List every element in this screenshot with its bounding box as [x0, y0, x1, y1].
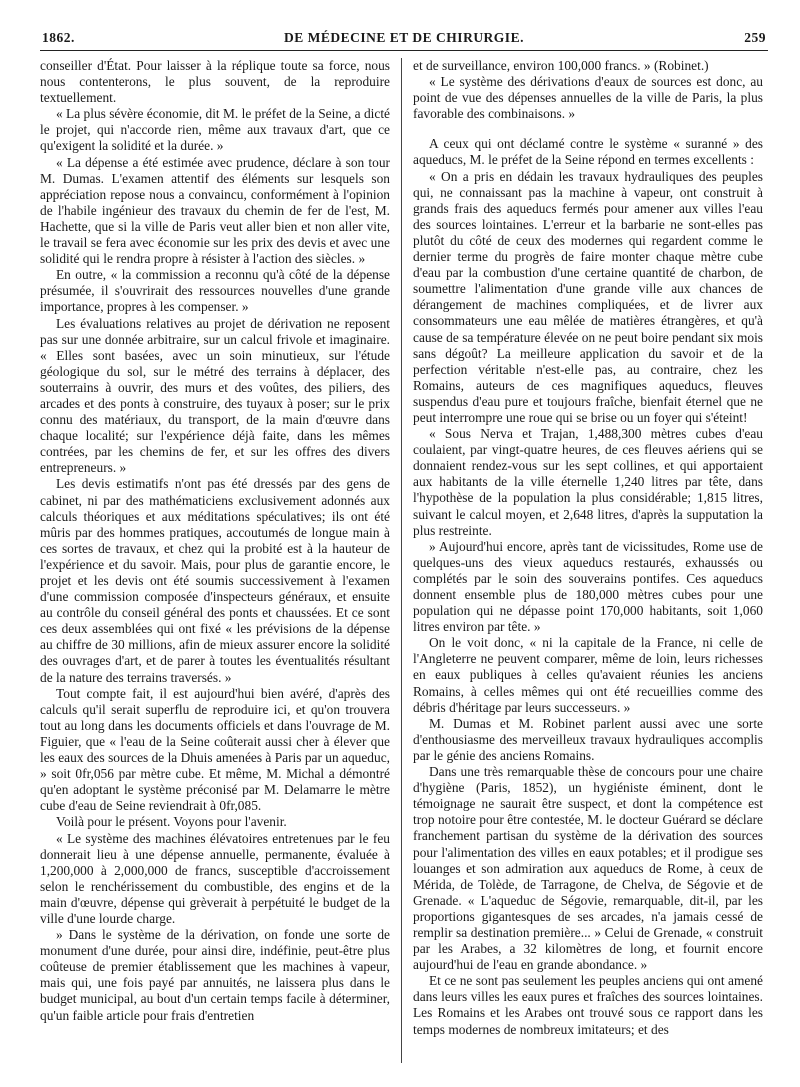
paragraph: M. Dumas et M. Robinet parlent aussi avec une sorte d'enthousiasme des merveilleux travaux hydrauliques accomplis par le génie des anciens Romains. [413, 715, 763, 763]
paragraph: Et ce ne sont pas seulement les peuples anciens qui ont amené dans leurs villes les eaux pures et fraîches des sources lointaines. Les Romains et les Arabes ont trouvé sous ce rapport dans les temps modernes de nombreux imitateurs; et des [413, 973, 763, 1037]
paragraph: « On a pris en dédain les travaux hydrauliques des peuples qui, ne connaissant pas la machine à vapeur, ont construit à grands frais des aqueducs fermés pour amener aux villes l'eau des sources lointaines. L'erreur et la barbarie ne sont-elles pas plutôt du côté de ceux des modernes qui regardent comme le dernier terme du progrès de faire monter chaque mètre cube d'eau par la combustion d'une certaine quantité de charbon, de soumettre l'alimentation d'une grande ville aux chances de dérangement de machines compliquées, et de livrer aux consommateurs une eau mêlée de matières étrangères, et qu'à cause de sa température élevée on ne peut boire pendant six mois sans dégoût? La meilleure application du savoir et de la perfection véritable n'est-elle pas, au contraire, chez les Romains, auteurs de ces magnifiques aqueducs, fleuves suspendus d'eau pure et toujours fraîche, bienfait éternel que ne peut interrompre une roue qui se brise ou un foyer qui s'éteint! [413, 168, 763, 425]
paragraph: « La plus sévère économie, dit M. le préfet de la Seine, a dicté le projet, qui n'accorde rien, même aux travaux d'art, que ce qu'exigent la solidité et la durée. » [40, 106, 390, 154]
running-title: DE MÉDECINE ET DE CHIRURGIE. [284, 30, 524, 45]
paragraph: et de surveillance, environ 100,000 francs. » (Robinet.) [413, 58, 709, 73]
page-number: 259 [744, 30, 766, 45]
paragraph: Tout compte fait, il est aujourd'hui bien avéré, d'après des calculs qu'il serait superflu de reproduire ici, et qu'on trouvera tout au long dans les documents officiels et dans l'ouvrage de M. Figuier, que « l'eau de la Seine coûterait aussi cher à élever que les eaux des sources de la Dhuis amenées à Paris par un aqueduc, » soit 0fr,056 par mètre cube. Et même, M. Michal a démontré qu'en adoptant le système préconisé par M. Delamarre le mètre cube d'eau de Seine reviendrait à 0fr,085. [40, 685, 390, 814]
paragraph: Voilà pour le présent. Voyons pour l'avenir. [56, 814, 287, 830]
paragraph: A ceux qui ont déclamé contre le système « suranné » des aqueducs, M. le préfet de la Seine répond en termes excellents : [413, 136, 763, 168]
paragraph: On le voit donc, « ni la capitale de la France, ni celle de l'Angleterre ne peuvent comparer, même de loin, leurs richesses en eaux publiques à celles qu'avaient réunies les anciens Romains, à celles mêmes qui ont été recueillies comme des débris d'héritage par leurs successeurs. » [413, 635, 763, 715]
paragraph: » Dans le système de la dérivation, on fonde une sorte de monument d'une durée, pour ainsi dire, indéfinie, peut-être plus coûteuse de premier établissement que les machines à vapeur, mais qui, une fois payé par annuités, ne laissera plus dans le budget municipal, au bout d'un certain temps facile à déterminer, qu'un faible article pour frais d'entretien [40, 927, 390, 1023]
text-columns [40, 58, 768, 1068]
paragraph: Les évaluations relatives au projet de dérivation ne reposent pas sur une donnée arbitraire, sur un calcul frivole et imaginaire. « Elles sont basées, avec un soin minutieux, sur l'étude géologique du sol, sur le métré des terrains à déplacer, des souterrains à ouvrir, des murs et des voûtes, des piliers, des arcades et des ponts à construire, des tuyaux à poser; sur le prix connu des matériaux, du transport, de la main d'œuvre dans chaque localité; sur l'expérience déjà faite, dans les mêmes contrées, par les chemins de fer, et sur les offres des divers entrepreneurs. » [40, 315, 390, 476]
paragraph: « Sous Nerva et Trajan, 1,488,300 mètres cubes d'eau coulaient, par vingt-quatre heures, de ces fleuves aériens qui se donnaient rendez-vous sur les sept collines, et qui apportaient aux habitants de la ville éternelle 1,240 litres par tête, dans l'hypothèse de la population la plus considérable; 1,815 litres, suivant le calcul moyen, et 2,648 litres, d'après la supputation la plus restreinte. [413, 426, 763, 538]
paragraph: conseiller d'État. Pour laisser à la réplique toute sa force, nous nous contenterons, le plus souvent, de la reproduire textuellement. [40, 58, 390, 106]
paragraph: « La dépense a été estimée avec prudence, déclare à son tour M. Dumas. L'examen attentif des éléments sur lesquels son appréciation repose nous a convaincu, conformément à l'opinion de l'habile ingénieur des travaux du chemin de fer de l'est, M. Hachette, que si la ville de Paris veut aller bien et non aller vite, le travail se fera avec économie sur les prix des devis et avec une solidité qui le rendra propre à résister à l'action des siècles. » [40, 154, 390, 267]
paragraph: » Aujourd'hui encore, après tant de vicissitudes, Rome use de quelques-uns des vieux aqueducs restaurés, exhaussés ou complétés par le soin des souverains pontifes. Ces aqueducs donnent ensemble plus de 180,000 mètres cubes pour une population qui ne dépasse point 170,000 habitants, soit 1,060 litres environ par tête. » [413, 538, 763, 635]
journal-page [40, 28, 768, 1068]
paragraph: Les devis estimatifs n'ont pas été dressés par des gens de cabinet, ni par des mathématiciens exclusivement adonnés aux calculs théoriques et aux méditations spéculatives; ils ont été mûris par des hommes pratiques, accoutumés de longue main à ces sortes de travaux, et chez qui la probité est à la hauteur de l'expérience et du savoir. Mais, pour plus de garantie encore, le projet et les devis ont été soumis successivement à l'examen d'une commission composée d'inspecteurs généraux, et ensuite au contrôle du conseil général des ponts et chaussées. Et ce sont ces deux assemblées qui ont fixé « les prévisions de la dépense au chiffre de 30 millions, afin de mieux assurer encore la solidité des ouvrages d'art, et de parer à toutes les éventualités résultant de la nature des terrains traversés. » [40, 476, 390, 685]
header-year: 1862. [42, 30, 75, 45]
left-column [40, 58, 390, 1063]
right-column [413, 58, 763, 1063]
column-divider [401, 58, 402, 1063]
paragraph: « Le système des dérivations d'eaux de sources est donc, au point de vue des dépenses annuelles de la ville de Paris, la plus favorable des combinaisons. » [413, 74, 763, 122]
paragraph: Dans une très remarquable thèse de concours pour une chaire d'hygiène (Paris, 1852), un hygiéniste éminent, dont le témoignage ne saurait être suspect, et dont la compétence est trop notoire pour être contestée, M. le docteur Guérard se déclare franchement partisan du système de la dérivation des sources pour l'alimentation des villes en eaux potables; et il prodigue ses louanges et son admiration aux aqueducs de Rome, à ceux de Mérida, de Tolède, de Tarragone, de Chelva, de Ségovie et de Grenade. « L'aqueduc de Ségovie, remarquable, dit-il, par les proportions gigantesques de ses arcades, n'a jamais cessé de remplir sa destination première... » Celui de Grenade, « construit par les Arabes, a 32 kilomètres de long, et fournit encore aujourd'hui de l'eau en grande abondance. » [413, 764, 763, 973]
page-header [40, 28, 768, 51]
paragraph: En outre, « la commission a reconnu qu'à côté de la dépense présumée, il s'ouvrirait des ressources nouvelles d'une grande importance, propres à les compenser. » [40, 267, 390, 315]
paragraph: « Le système des machines élévatoires entretenues par le feu donnerait lieu à une dépense annuelle, permanente, évaluée à 1,200,000 à 2,000,000 de francs, susceptible d'accroissement selon le renchérissement du combustible, des engins et de la main d'œuvre, dépense qui grèverait à perpétuité le budget de la ville d'une lourde charge. [40, 830, 390, 926]
